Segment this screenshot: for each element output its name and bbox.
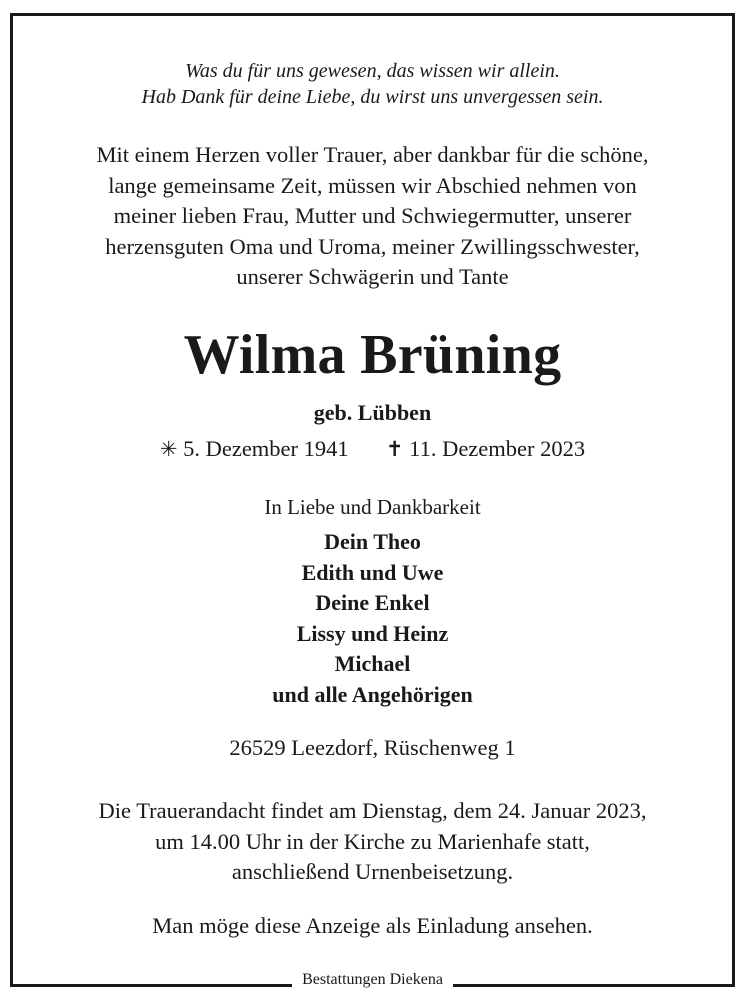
love-line: In Liebe und Dankbarkeit: [264, 495, 481, 519]
intro-line: meiner lieben Frau, Mutter und Schwiegermutter, unserer: [113, 203, 632, 228]
life-dates: [13, 434, 732, 464]
address: 26529 Leezdorf, Rüschenweg 1: [229, 735, 516, 760]
signer: Michael: [334, 651, 411, 676]
intro-line: herzensguten Oma und Uroma, meiner Zwillingsschwester,: [105, 233, 640, 259]
motto-line: Was du für uns gewesen, das wissen wir allein.: [185, 60, 560, 82]
motto-line: Hab Dank für deine Liebe, du wirst uns unvergessen sein.: [141, 86, 604, 108]
service-line: Die Trauerandacht findet am Dienstag, dem 24. Januar 2023,: [98, 798, 647, 823]
signers-list: [13, 527, 732, 710]
death-date: 11. Dezember 2023: [409, 436, 586, 461]
funeral-home-footer: [13, 969, 732, 997]
intro-line: Mit einem Herzen voller Trauer, aber dankbar für die schöne,: [96, 142, 649, 167]
motto-verse: [13, 58, 732, 110]
intro-text: [13, 140, 732, 293]
service-line: um 14.00 Uhr in der Kirche zu Marienhafe statt,: [155, 828, 590, 854]
intro-line: unserer Schwägerin und Tante: [236, 264, 509, 289]
maiden-name: geb. Lübben: [313, 400, 432, 425]
signer: und alle Angehörigen: [272, 681, 473, 707]
intro-line: lange gemeinsame Zeit, müssen wir Abschied nehmen von: [108, 172, 637, 198]
birth-star-icon: ✳: [159, 437, 178, 461]
birth-date: 5. Dezember 1941: [183, 436, 349, 461]
invitation-note: Man möge diese Anzeige als Einladung ansehen.: [152, 913, 593, 938]
deceased-name: Wilma Brüning: [183, 324, 562, 386]
service-info: [13, 796, 732, 888]
signer: Edith und Uwe: [301, 559, 444, 585]
signer: Dein Theo: [324, 529, 421, 554]
service-line: anschließend Urnenbeisetzung.: [231, 859, 514, 884]
signer: Deine Enkel: [315, 590, 430, 615]
death-cross-icon: ✝: [385, 437, 404, 461]
signer: Lissy und Heinz: [296, 620, 449, 646]
funeral-home-name: Bestattungen Diekena: [292, 969, 453, 991]
